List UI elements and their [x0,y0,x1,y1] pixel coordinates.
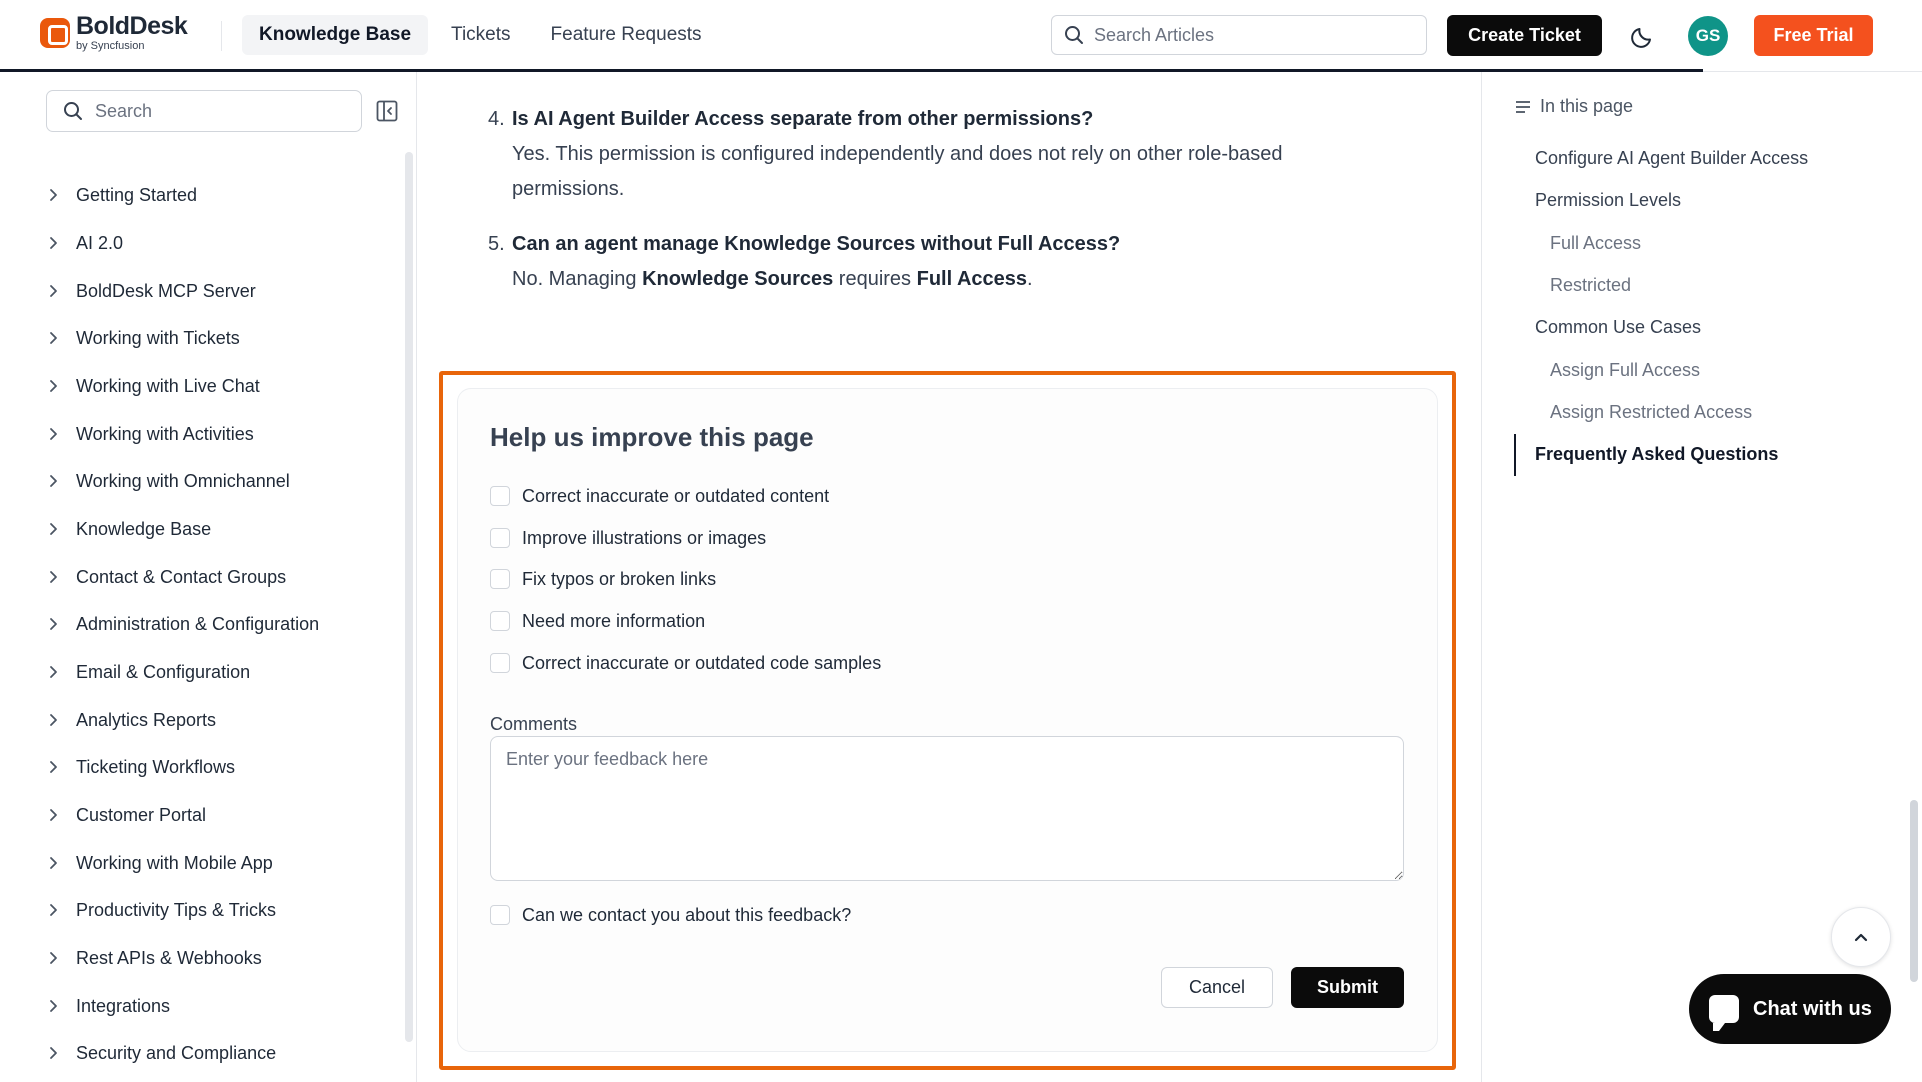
sidebar-item-label: Knowledge Base [76,518,212,539]
sidebar-item-label: Rest APIs & Webhooks [76,947,262,968]
sidebar-item-label: Security and Compliance [76,1042,277,1063]
sidebar-item-label: BoldDesk MCP Server [76,280,256,301]
chevron-right-icon [46,807,62,823]
sidebar-item-mobile-app[interactable] [0,843,400,883]
sidebar-item-label: Working with Mobile App [76,852,273,873]
sidebar-item-customer-portal[interactable] [0,795,400,835]
list-icon [1514,99,1532,115]
chevron-right-icon [46,759,62,775]
collapse-sidebar-button[interactable] [375,99,399,123]
faq-item-4 [488,102,1388,207]
toc-title: In this page [1540,96,1634,116]
top-header [0,0,1922,72]
faq-answer-line: Yes. This permission is configured independently and does not rely on other role-based [512,143,1283,165]
chevron-right-icon [46,998,62,1014]
chevron-right-icon [46,283,62,299]
chat-label: Chat with us [1753,997,1872,1020]
toc-item-configure[interactable]: Configure AI Agent Builder Access [1535,148,1809,168]
checkbox[interactable] [490,528,510,548]
sidebar-item-rest-apis[interactable] [0,938,400,978]
search-articles-box[interactable] [1051,15,1427,55]
chevron-right-icon [46,235,62,251]
toc-item-assign-full[interactable]: Assign Full Access [1550,360,1701,380]
feedback-option-content[interactable] [490,483,829,509]
chevron-right-icon [46,712,62,728]
toc-active-indicator [1514,434,1516,476]
contact-consent-label: Can we contact you about this feedback? [522,904,852,925]
faq-item-5 [488,227,1388,297]
submit-button[interactable]: Submit [1291,967,1404,1008]
user-avatar[interactable]: GS [1688,16,1728,56]
tab-knowledge-base[interactable]: Knowledge Base [242,15,428,55]
faq-answer-bold: Knowledge Sources [642,268,834,290]
feedback-option-label: Correct inaccurate or outdated content [522,485,830,506]
chevron-right-icon [46,521,62,537]
sidebar-item-activities[interactable] [0,414,400,454]
feedback-title: Help us improve this page [490,422,814,452]
sidebar-item-label: Working with Tickets [76,327,240,348]
chat-bubble-icon [1709,995,1739,1023]
feedback-option-code[interactable] [490,650,881,676]
checkbox[interactable] [490,653,510,673]
create-ticket-button[interactable]: Create Ticket [1447,15,1602,56]
sidebar-item-workflows[interactable] [0,747,400,787]
faq-question: Can an agent manage Knowledge Sources without Full Access? [512,233,1121,255]
toc-item-full-access[interactable]: Full Access [1550,233,1642,253]
sidebar-item-productivity[interactable] [0,890,400,930]
checkbox[interactable] [490,905,510,925]
comments-label: Comments [490,714,578,734]
sidebar-search-input[interactable] [95,101,345,122]
bolddesk-logo[interactable] [40,14,187,52]
sidebar-item-contacts[interactable] [0,557,400,597]
main-nav [242,15,719,55]
checkbox[interactable] [490,486,510,506]
toc-header [1514,96,1633,117]
brand-name: BoldDesk [76,12,188,40]
sidebar-item-label: Ticketing Workflows [76,756,236,777]
sidebar-item-getting-started[interactable] [0,175,400,215]
faq-number: 4. [488,108,505,130]
chevron-right-icon [46,378,62,394]
tab-feature-requests[interactable]: Feature Requests [550,24,702,45]
checkbox[interactable] [490,569,510,589]
bolddesk-logo-icon [40,18,70,48]
page-scrollbar[interactable] [1910,800,1918,982]
sidebar-item-label: Integrations [76,995,171,1016]
search-articles-input[interactable] [1094,25,1394,46]
chevron-right-icon [46,330,62,346]
sidebar-item-security[interactable] [0,1033,400,1073]
cancel-button[interactable]: Cancel [1161,967,1273,1008]
faq-question: Is AI Agent Builder Access separate from other permissions? [512,108,1094,130]
toc-item-restricted[interactable]: Restricted [1550,275,1632,295]
contact-consent-option[interactable] [490,902,851,928]
feedback-option-label: Need more information [522,610,706,631]
toc-item-permission-levels[interactable]: Permission Levels [1535,190,1682,210]
sidebar-item-email[interactable] [0,652,400,692]
sidebar-item-ai-2[interactable] [0,223,400,263]
moon-icon [1630,23,1656,49]
toc-item-faq[interactable]: Frequently Asked Questions [1535,444,1779,464]
sidebar-item-integrations[interactable] [0,986,400,1026]
search-icon [63,101,83,121]
chevron-right-icon [46,473,62,489]
faq-answer [512,262,1388,297]
sidebar-search-box[interactable] [46,90,362,132]
sidebar-item-label: Administration & Configuration [76,613,320,634]
scroll-to-top-button[interactable] [1831,907,1891,967]
faq-answer-text: No. Managing [512,268,643,290]
faq-answer-text: . [1027,268,1033,290]
sidebar-item-label: Getting Started [76,184,198,205]
chevron-right-icon [46,902,62,918]
sidebar-item-analytics[interactable] [0,700,400,740]
faq-answer-text: requires [833,268,917,290]
chevron-right-icon [46,950,62,966]
faq-answer-line: permissions. [512,178,625,200]
toc-item-common-use-cases[interactable]: Common Use Cases [1535,317,1702,337]
feedback-option-more-info[interactable] [490,608,705,634]
feedback-option-typos[interactable] [490,566,716,592]
tab-tickets[interactable]: Tickets [451,24,511,45]
chevron-right-icon [46,855,62,871]
checkbox[interactable] [490,611,510,631]
sidebar-scrollbar[interactable] [405,152,413,1042]
feedback-option-label: Fix typos or broken links [522,568,717,589]
sidebar-item-label: Productivity Tips & Tricks [76,899,277,920]
search-icon [1064,25,1084,45]
sidebar-item-label: Analytics Reports [76,709,217,730]
sidebar-item-mcp-server[interactable] [0,271,400,311]
feedback-option-images[interactable] [490,525,766,551]
sidebar-item-live-chat[interactable] [0,366,400,406]
sidebar-collapse-icon [375,99,399,123]
chevron-right-icon [46,569,62,585]
sidebar-item-label: Working with Omnichannel [76,470,290,491]
faq-number: 5. [488,233,505,255]
sidebar-item-label: Working with Live Chat [76,375,260,396]
sidebar-item-label: AI 2.0 [76,232,124,253]
sidebar-item-label: Working with Activities [76,423,254,444]
sidebar-item-label: Email & Configuration [76,661,251,682]
chevron-right-icon [46,187,62,203]
free-trial-button[interactable]: Free Trial [1754,15,1873,56]
toc-item-assign-restricted[interactable]: Assign Restricted Access [1550,402,1753,422]
chevron-up-icon [1851,927,1871,947]
comments-textarea[interactable] [490,736,1404,881]
left-sidebar [0,72,417,1082]
chat-with-us-button[interactable] [1689,974,1891,1044]
brand-subtitle: by Syncfusion [76,40,145,52]
theme-toggle[interactable] [1627,20,1659,52]
chevron-right-icon [46,664,62,680]
sidebar-item-tickets[interactable] [0,318,400,358]
chevron-right-icon [46,1045,62,1061]
sidebar-item-knowledge-base[interactable] [0,509,400,549]
chevron-right-icon [46,616,62,632]
sidebar-item-label: Customer Portal [76,804,207,825]
feedback-option-label: Improve illustrations or images [522,527,767,548]
sidebar-item-label: Contact & Contact Groups [76,566,287,587]
chevron-right-icon [46,426,62,442]
header-divider [221,21,222,51]
faq-answer-bold: Full Access [916,268,1028,290]
sidebar-item-omnichannel[interactable] [0,461,400,501]
sidebar-item-administration[interactable] [0,604,400,644]
feedback-option-label: Correct inaccurate or outdated code samples [522,652,882,673]
